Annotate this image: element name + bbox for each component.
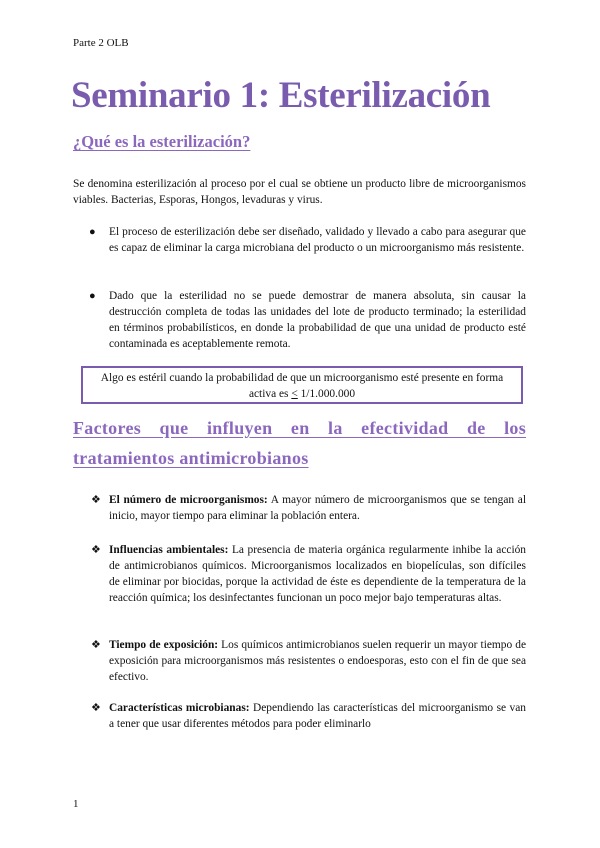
bullet-dot-icon: ●	[89, 226, 96, 238]
factor-label: El número de microorganismos:	[109, 494, 268, 506]
factor-text: Los químicos antimicrobianos suelen requerir un mayor tiempo de exposición para microorganismos más resistentes o endoesporas, esto con el fin de que sea efectivo.	[109, 639, 527, 683]
factor-label: Características microbianas:	[109, 702, 250, 714]
section-heading-what-is-sterilization: ¿Qué es la esterilización?	[73, 132, 251, 151]
factor-item	[109, 542, 526, 606]
page-title: Seminario 1: Esterilización	[71, 75, 491, 116]
factor-text: A mayor número de microorganismos que se tengan al inicio, mayor tiempo para eliminar la población entera.	[109, 494, 526, 522]
factor-text: Dependiendo las características del microorganismo se van a tener que usar diferentes métodos para poder eliminarlo	[109, 702, 526, 730]
intro-paragraph: Se denomina esterilización al proceso por el cual se obtiene un producto libre de microorganismos viables. Bacterias, Esporas, Hongos, levaduras y virus.	[73, 178, 526, 206]
bullet-item: El proceso de esterilización debe ser diseñado, validado y llevado a cabo para asegurar que es capaz de eliminar la carga microbiana del producto o un microorganismo más resistente.	[109, 226, 526, 254]
diamond-bullet-icon: ❖	[91, 639, 101, 651]
diamond-bullet-icon: ❖	[91, 702, 101, 714]
factor-item	[109, 637, 526, 685]
section-heading-factors-line-2: tratamientos antimicrobianos	[73, 448, 309, 468]
factor-item	[109, 492, 526, 524]
diamond-bullet-icon: ❖	[91, 494, 101, 506]
factor-item	[109, 700, 526, 732]
factor-label: Tiempo de exposición:	[109, 639, 219, 651]
box-line-1: Algo es estéril cuando la probabilidad de que un microorganismo esté presente en forma	[100, 372, 504, 384]
diamond-bullet-icon: ❖	[91, 544, 101, 556]
bullet-dot-icon: ●	[89, 290, 96, 302]
bullet-item: Dado que la esterilidad no se puede demostrar de manera absoluta, sin causar la destrucción completa de todas las unidades del lote de producto terminado; la esterilidad en términos probabilísticos, en donde la probabilidad de que una unidad de producto esté contaminada es aceptablemente remota.	[109, 290, 526, 350]
less-or-equal-symbol: <	[291, 388, 298, 400]
page-number: 1	[73, 798, 79, 810]
page-header: Parte 2 OLB	[73, 37, 129, 49]
factor-text: La presencia de materia orgánica regularmente inhibe la acción de antimicrobianos químicos. Microorganismos localizados en biopelículas, son difíciles de eliminar por biocidas, porque la actividad de éste es dependiente de la temperatura de la reacción química; los desinfectantes funcionan un poco mejor bajo temperaturas altas.	[109, 544, 526, 604]
box-line-2	[83, 386, 521, 402]
factor-label: Influencias ambientales:	[109, 544, 229, 556]
sterility-definition-box	[81, 366, 523, 404]
box-line-2-value: 1/1.000.000	[297, 388, 356, 400]
section-heading-factors: Factores que influyen en la efectividad de los	[73, 418, 526, 438]
box-line-2-prefix: activa es	[248, 388, 292, 400]
